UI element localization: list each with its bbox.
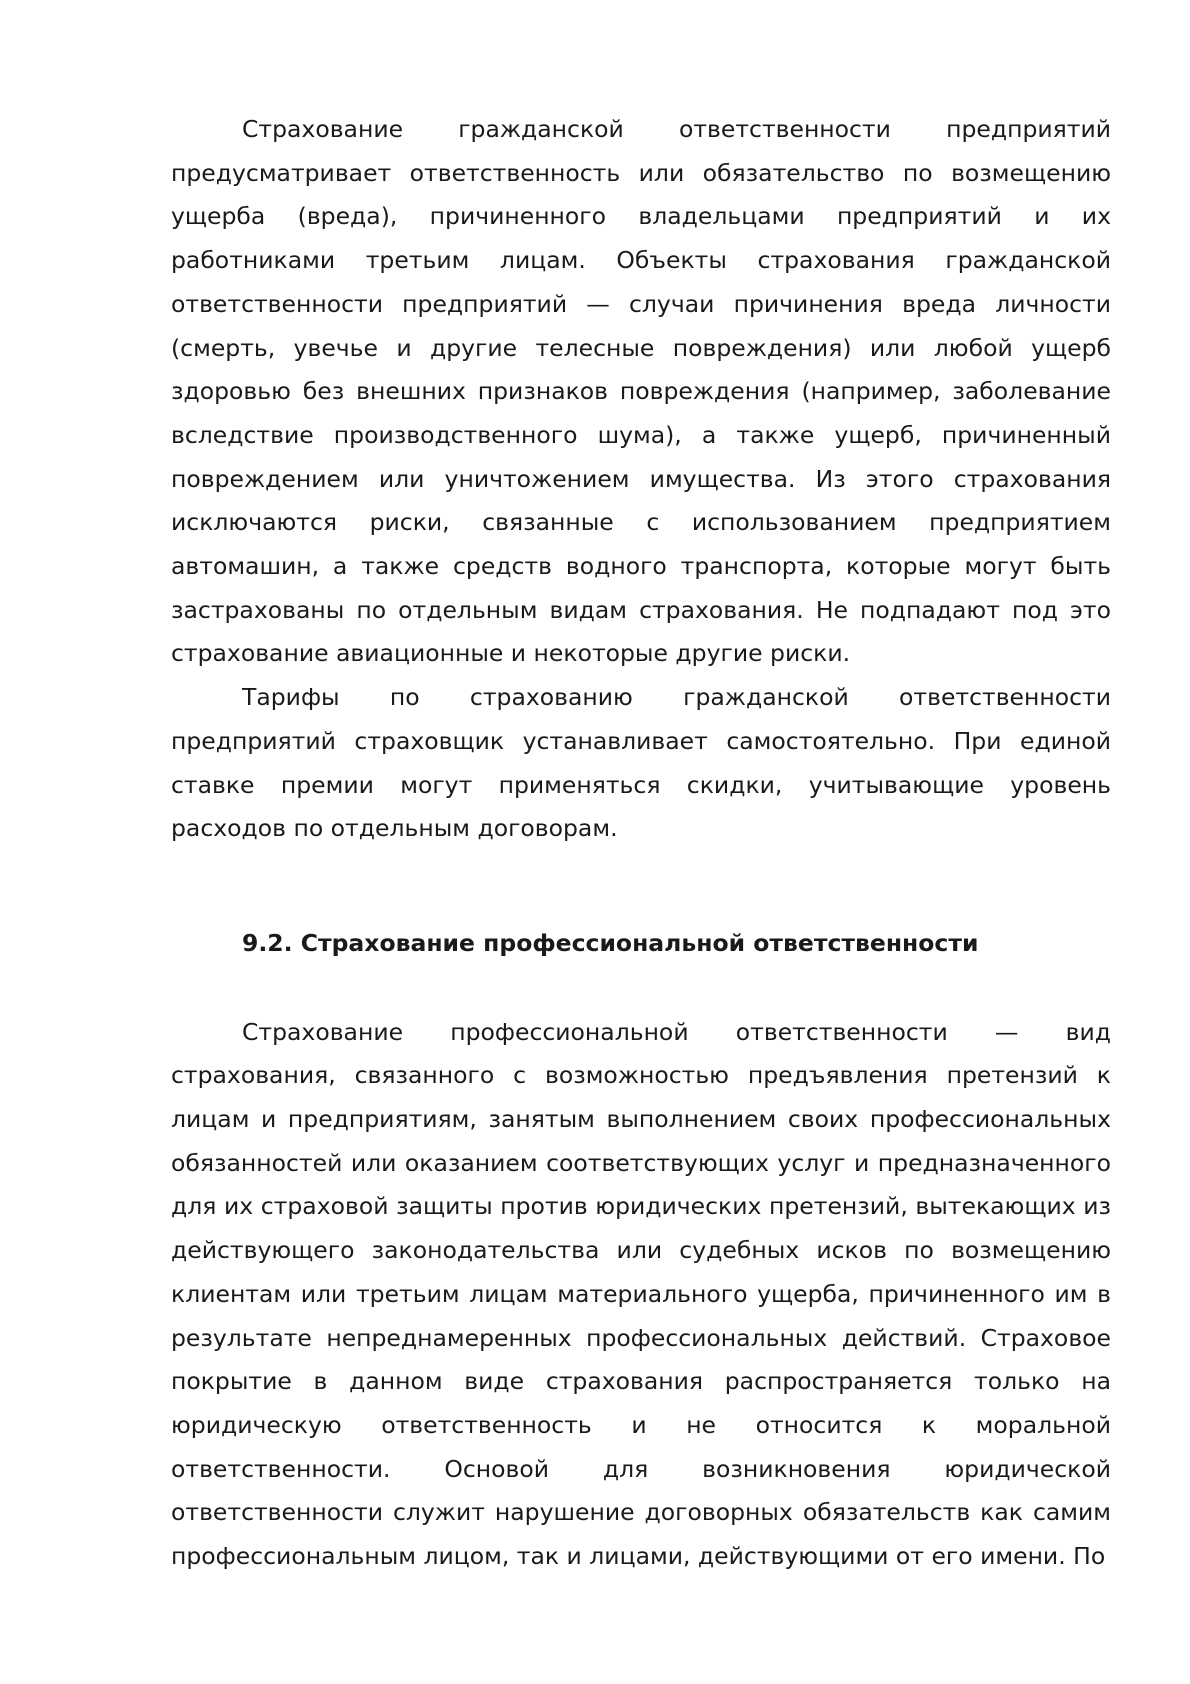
paragraph-professional-liability: Страхование профессиональной ответственности — вид страхования, связанного с возможностью предъявления претензий к лицам и предприятиям, занятым выполнением своих профессиональных обязанностей или оказанием соответствующих услуг и предназначенного для их страховой защиты против юридических претензий, вытекающих из действующего законодательства или судебных исков по возмещению клиентам или третьим лицам материального ущерба, причиненного им в результате непреднамеренных профессиональных действий. Страховое покрытие в данном виде страхования распространяется только на юридическую ответственность и не относится к моральной ответственности. Основой для возникновения юридической ответственности служит нарушение договорных обязательств как самим профессиональным лицом, так и лицами, действующими от его имени. По: [171, 1017, 1111, 1571]
section-heading: 9.2. Страхование профессиональной ответственности: [242, 928, 979, 957]
paragraph-civil-liability-objects: Страхование гражданской ответственности предприятий предусматривает ответственность или обязательство по возмещению ущерба (вреда), причиненного владельцами предприятий и их работниками третьим лицам. Объекты страхования гражданской ответственности предприятий — случаи причинения вреда личности (смерть, увечье и другие телесные повреждения) или любой ущерб здоровью без внешних признаков повреждения (например, заболевание вследствие производственного шума), а также ущерб, причиненный повреждением или уничтожением имущества. Из этого страхования исключаются риски, связанные с использованием предприятием автомашин, а также средств водного транспорта, которые могут быть застрахованы по отдельным видам страхования. Не подпадают под это страхование авиационные и некоторые другие риски.: [171, 115, 1111, 668]
paragraph-tariffs: Тарифы по страхованию гражданской ответственности предприятий страховщик устанавливает самостоятельно. При единой ставке премии могут применяться скидки, учитывающие уровень расходов по отдельным договорам.: [171, 683, 1111, 843]
document-page: [171, 108, 1111, 1579]
